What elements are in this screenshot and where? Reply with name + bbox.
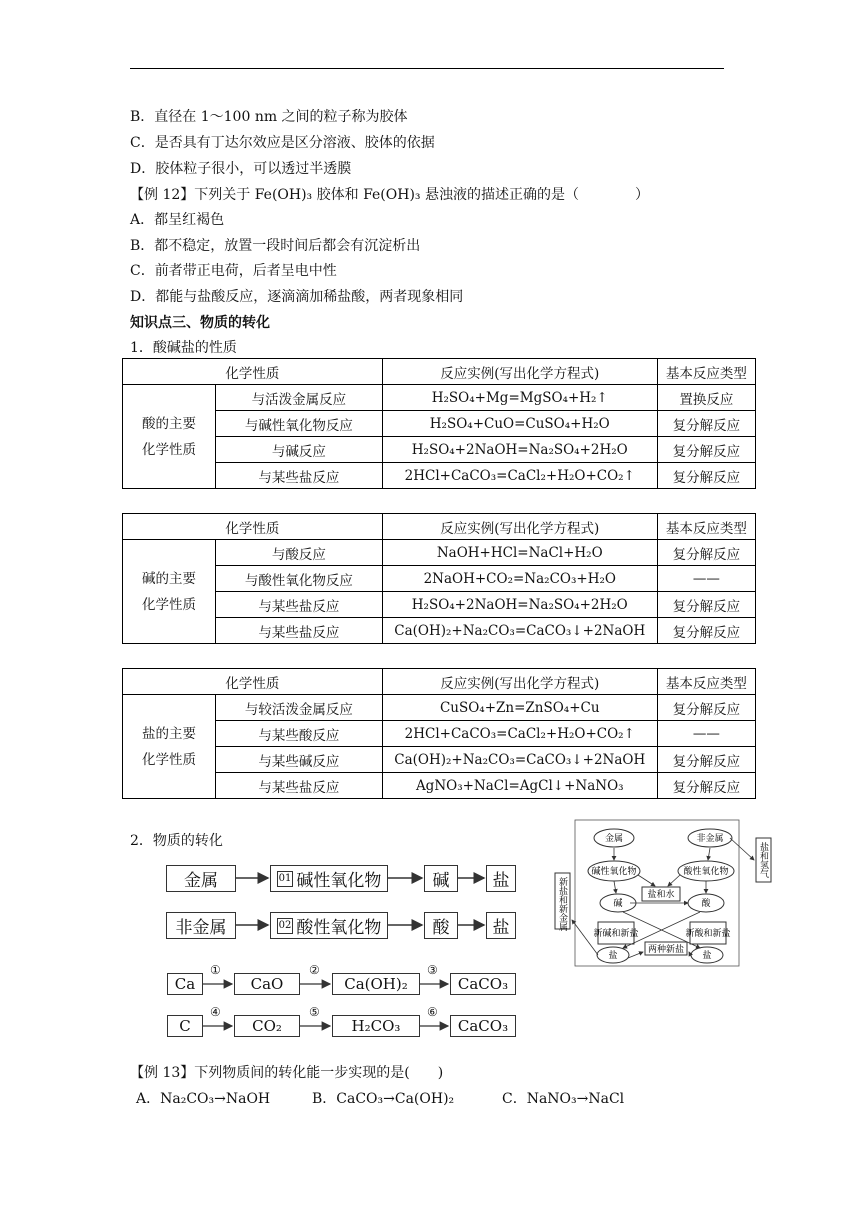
table-cell: AgNO₃+NaCl=AgCl↓+NaNO₃ — [382, 773, 657, 799]
table-cell: 与碱性氧化物反应 — [216, 411, 383, 437]
flow-h2co3: H₂CO₃ — [332, 1015, 420, 1037]
table-cell: Ca(OH)₂+Na₂CO₃=CaCO₃↓+2NaOH — [382, 618, 657, 644]
node-metal: 金属 — [604, 834, 624, 844]
example-13-option-c: C．NaNO₃→NaCl — [502, 1091, 625, 1107]
table-cell: 与某些盐反应 — [216, 463, 383, 489]
table-header: 化学性质 — [123, 669, 383, 695]
table-header: 基本反应类型 — [657, 669, 755, 695]
table-cell: 与碱反应 — [216, 437, 383, 463]
table-cell: 与某些碱反应 — [216, 747, 383, 773]
node-salt-left: 盐 — [608, 951, 618, 961]
step-label: ④ — [210, 1005, 221, 1019]
flow-salt: 盐 — [486, 912, 516, 939]
table-cell: 复分解反应 — [657, 540, 755, 566]
example-13-option-b: B．CaCO₃→Ca(OH)₂ — [312, 1091, 455, 1107]
node-new-salt-metal: 新盐和新金属 — [557, 877, 567, 931]
table-header: 反应实例(写出化学方程式) — [382, 514, 657, 540]
node-two-salts: 两种新盐 — [647, 945, 685, 955]
table-cell: 与酸反应 — [216, 540, 383, 566]
example-13-option-a: A．Na₂CO₃→NaOH — [136, 1091, 271, 1107]
flow-metal: 金属 — [166, 865, 236, 892]
table-cell: 与某些酸反应 — [216, 721, 383, 747]
section-1-heading: 1．酸碱盐的性质 — [130, 340, 237, 356]
table-group-label: 盐的主要 化学性质 — [123, 695, 216, 799]
example-12-option-a: A．都呈红褐色 — [130, 212, 225, 228]
table-header: 化学性质 — [123, 514, 383, 540]
table-cell: H₂SO₄+2NaOH=Na₂SO₄+2H₂O — [382, 592, 657, 618]
table-cell: H₂SO₄+Mg=MgSO₄+H₂↑ — [382, 385, 657, 411]
table-group-label: 酸的主要 化学性质 — [123, 385, 216, 489]
node-salt-right: 盐 — [702, 951, 712, 961]
table-cell: 复分解反应 — [657, 747, 755, 773]
table-header: 化学性质 — [123, 359, 383, 385]
node-new-base-salt: 新碱和新盐 — [593, 929, 639, 939]
example-12-question: 【例 12】下列关于 Fe(OH)₃ 胶体和 Fe(OH)₃ 悬浊液的描述正确的是（ ） — [130, 187, 649, 203]
node-acid: 酸 — [701, 899, 711, 909]
example-12-option-c: C．前者带正电荷，后者呈电中性 — [130, 263, 337, 279]
table-cell: H₂SO₄+2NaOH=Na₂SO₄+2H₂O — [382, 437, 657, 463]
flow-base: 碱 — [424, 865, 458, 892]
step-label: ⑥ — [427, 1005, 438, 1019]
table-cell: 复分解反应 — [657, 592, 755, 618]
example-13-question: 【例 13】下列物质间的转化能一步实现的是( ) — [130, 1065, 444, 1081]
table-cell: 复分解反应 — [657, 463, 755, 489]
flow-caco3: CaCO₃ — [450, 973, 516, 995]
step-label: ⑤ — [309, 1005, 320, 1019]
table-cell: Ca(OH)₂+Na₂CO₃=CaCO₃↓+2NaOH — [382, 747, 657, 773]
node-acid-oxide: 酸性氧化物 — [683, 867, 729, 877]
table-cell: 复分解反应 — [657, 695, 755, 721]
table-cell: 与某些盐反应 — [216, 618, 383, 644]
node-salt-water: 盐和水 — [647, 890, 675, 900]
node-nonmetal: 非金属 — [696, 834, 724, 844]
example-12-option-b: B．都不稳定，放置一段时间后都会有沉淀析出 — [130, 238, 421, 254]
flow-acid: 酸 — [424, 912, 458, 939]
table-cell: 置换反应 — [657, 385, 755, 411]
table-cell: 复分解反应 — [657, 618, 755, 644]
table-cell: —— — [657, 721, 755, 747]
table-header: 反应实例(写出化学方程式) — [382, 669, 657, 695]
table-cell: CuSO₄+Zn=ZnSO₄+Cu — [382, 695, 657, 721]
section-2-heading: 2．物质的转化 — [130, 833, 223, 849]
table-cell: 2HCl+CaCO₃=CaCl₂+H₂O+CO₂↑ — [382, 721, 657, 747]
step-label: ③ — [427, 963, 438, 977]
step-label: ① — [210, 963, 221, 977]
table-cell: 与某些盐反应 — [216, 592, 383, 618]
table-cell: 复分解反应 — [657, 437, 755, 463]
table-cell: 复分解反应 — [657, 411, 755, 437]
node-base: 碱 — [613, 899, 623, 909]
table-cell: 与活泼金属反应 — [216, 385, 383, 411]
flow-c: C — [167, 1015, 203, 1037]
table-cell: H₂SO₄+CuO=CuSO₄+H₂O — [382, 411, 657, 437]
table-header: 基本反应类型 — [657, 359, 755, 385]
flow-nonmetal: 非金属 — [166, 912, 236, 939]
flow-caco3: CaCO₃ — [450, 1015, 516, 1037]
table-cell: 与酸性氧化物反应 — [216, 566, 383, 592]
node-salt-hydrogen: 盐和氢气 — [758, 842, 768, 878]
table-cell: —— — [657, 566, 755, 592]
table-group-label: 碱的主要 化学性质 — [123, 540, 216, 644]
step-label: ② — [309, 963, 320, 977]
table-cell: 与某些盐反应 — [216, 773, 383, 799]
table-header: 反应实例(写出化学方程式) — [382, 359, 657, 385]
flow-caoh2: Ca(OH)₂ — [332, 973, 420, 995]
flow-basic-oxide: 01 碱性氧化物 — [270, 865, 388, 892]
table-cell: 复分解反应 — [657, 773, 755, 799]
table-cell: 与较活泼金属反应 — [216, 695, 383, 721]
flow-co2: CO₂ — [234, 1015, 300, 1037]
node-basic-oxide: 碱性氧化物 — [591, 867, 637, 877]
flow-salt: 盐 — [486, 865, 516, 892]
flow-acid-oxide: 02 酸性氧化物 — [270, 912, 388, 939]
node-new-acid-salt: 新酸和新盐 — [685, 929, 731, 939]
option-b: B．直径在 1～100 nm 之间的粒子称为胶体 — [130, 109, 408, 125]
knowledge-point-3-heading: 知识点三、物质的转化 — [130, 315, 270, 331]
table-header: 基本反应类型 — [657, 514, 755, 540]
option-c: C．是否具有丁达尔效应是区分溶液、胶体的依据 — [130, 135, 435, 151]
table-cell: NaOH+HCl=NaCl+H₂O — [382, 540, 657, 566]
option-d: D．胶体粒子很小，可以透过半透膜 — [130, 161, 352, 177]
flow-ca: Ca — [167, 973, 203, 995]
table-cell: 2NaOH+CO₂=Na₂CO₃+H₂O — [382, 566, 657, 592]
table-cell: 2HCl+CaCO₃=CaCl₂+H₂O+CO₂↑ — [382, 463, 657, 489]
flow-cao: CaO — [234, 973, 300, 995]
example-12-option-d: D．都能与盐酸反应，逐滴滴加稀盐酸，两者现象相同 — [130, 289, 464, 305]
